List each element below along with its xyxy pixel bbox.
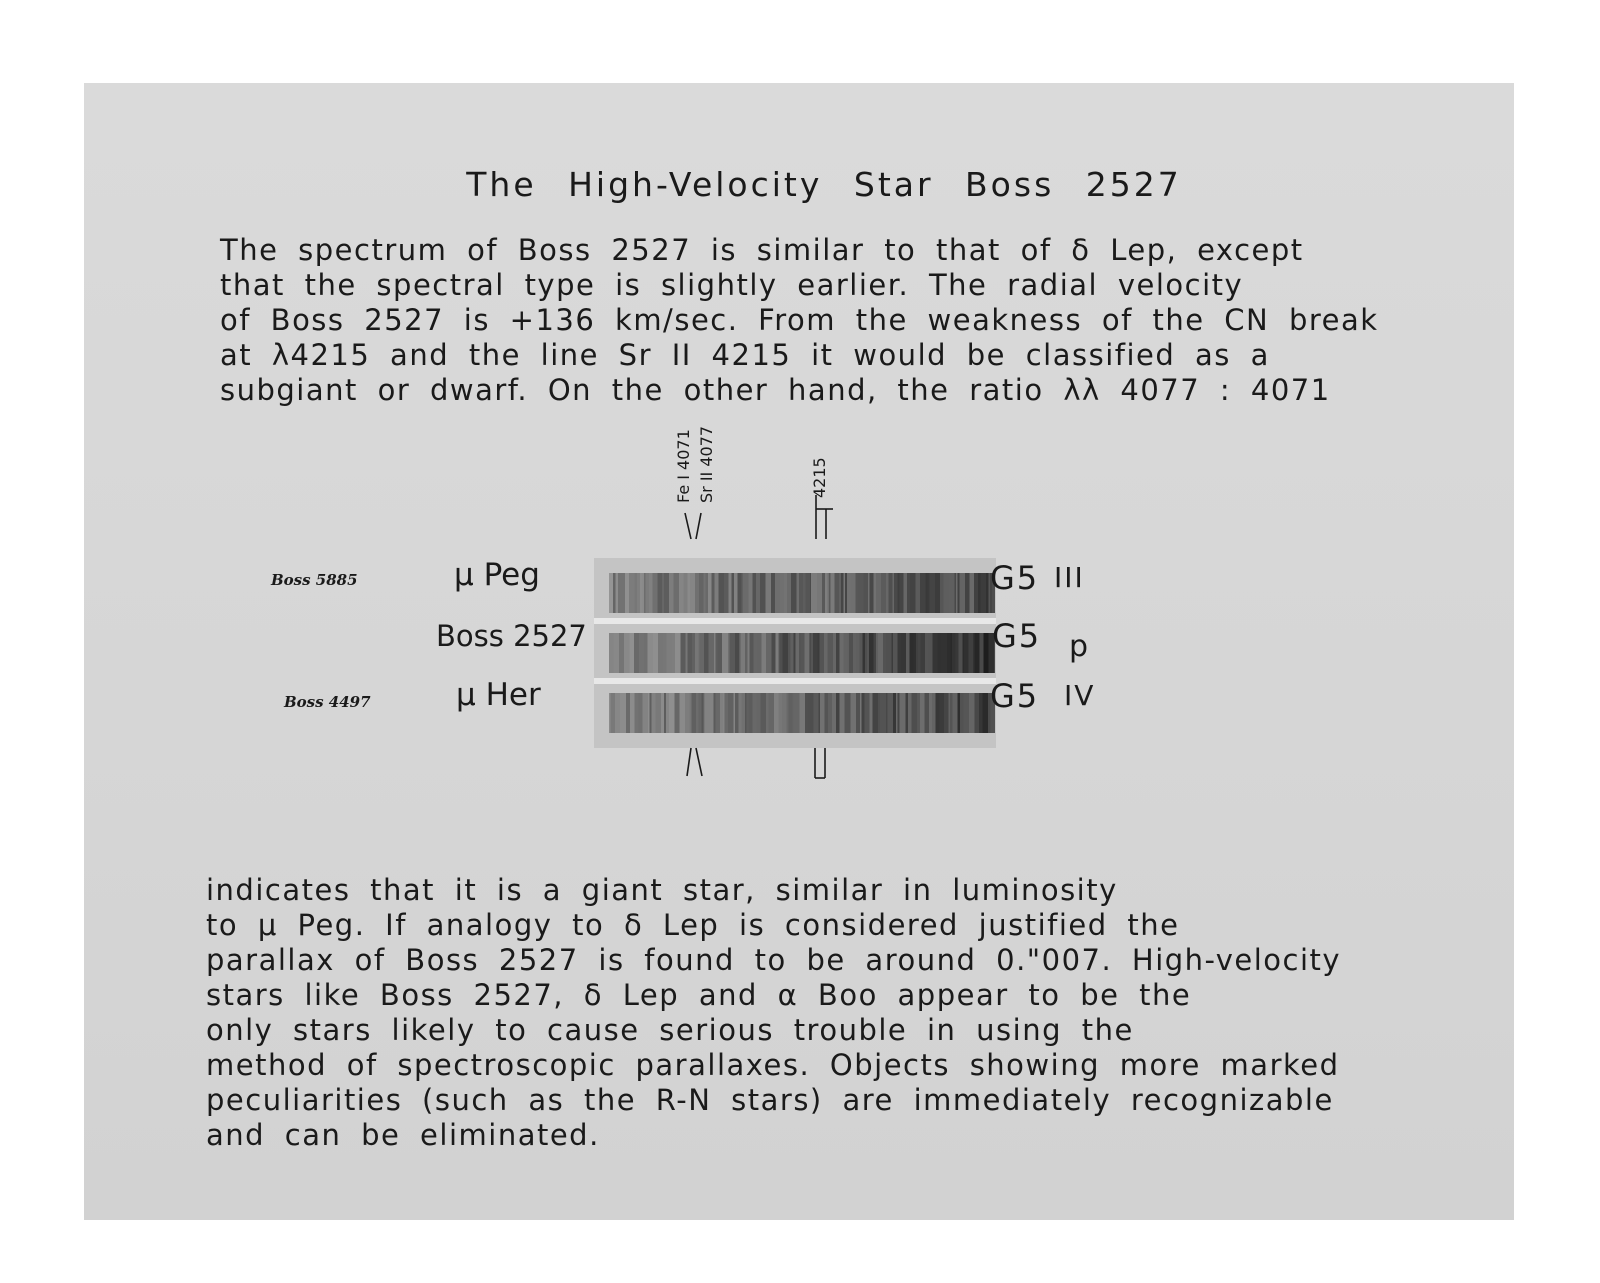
marker-label-cn: 4215 <box>810 457 829 498</box>
text-line: that the spectral type is slightly earlier. The radial velocity <box>220 268 1244 302</box>
boss-catalog-label: Boss 4497 <box>284 693 371 711</box>
text-line: to μ Peg. If analogy to δ Lep is considered justified the <box>206 908 1180 942</box>
line-marker-top-cn <box>806 495 836 541</box>
conclusion-paragraph <box>206 873 1341 1153</box>
spectrum-plate <box>594 558 996 748</box>
plate-divider <box>594 618 996 624</box>
star-name: μ Her <box>456 677 541 713</box>
marker-label-fe: Fe I 4071 <box>674 429 693 503</box>
text-line: at λ4215 and the line Sr II 4215 it would be classified as a <box>220 338 1270 372</box>
line-marker-bottom-fe-sr <box>682 746 712 780</box>
luminosity-class: III <box>1054 561 1085 594</box>
text-line: peculiarities (such as the R-N stars) are immediately recognizable <box>206 1083 1334 1117</box>
text-line: stars like Boss 2527, δ Lep and α Boo appear to be the <box>206 978 1192 1012</box>
text-line: parallax of Boss 2527 is found to be around 0."007. High-velocity <box>206 943 1342 977</box>
text-line: subgiant or dwarf. On the other hand, the ratio λλ 4077 : 4071 <box>220 373 1331 407</box>
text-line: method of spectroscopic parallaxes. Objects showing more marked <box>206 1048 1340 1082</box>
spectrum-band-boss-2527 <box>609 633 995 673</box>
page-title: The High-Velocity Star Boss 2527 <box>466 165 1182 204</box>
plate-divider <box>594 678 996 684</box>
luminosity-class: p <box>1069 629 1091 664</box>
text-line: indicates that it is a giant star, similar in luminosity <box>206 873 1118 907</box>
intro-paragraph <box>220 233 1379 408</box>
spectrum-band-mu-peg <box>609 573 995 613</box>
line-marker-bottom-cn <box>811 746 831 782</box>
boss-catalog-label: Boss 5885 <box>271 571 358 589</box>
spectrum-band-mu-her <box>609 693 995 733</box>
marker-label-sr: Sr II 4077 <box>697 425 716 503</box>
luminosity-class: IV <box>1064 679 1096 712</box>
star-name: μ Peg <box>454 557 540 593</box>
line-marker-top-fe-sr <box>679 511 709 541</box>
text-line: of Boss 2527 is +136 km/sec. From the weakness of the CN break <box>220 303 1379 337</box>
text-line: The spectrum of Boss 2527 is similar to that of δ Lep, except <box>220 233 1304 267</box>
photo-sheet <box>84 83 1514 1220</box>
text-line: and can be eliminated. <box>206 1118 600 1152</box>
spectral-type: G5 <box>990 559 1040 597</box>
spectral-type: G5 <box>990 677 1040 715</box>
spectral-type: G5 <box>992 617 1042 655</box>
star-name: Boss 2527 <box>436 619 587 653</box>
text-line: only stars likely to cause serious trouble in using the <box>206 1013 1134 1047</box>
